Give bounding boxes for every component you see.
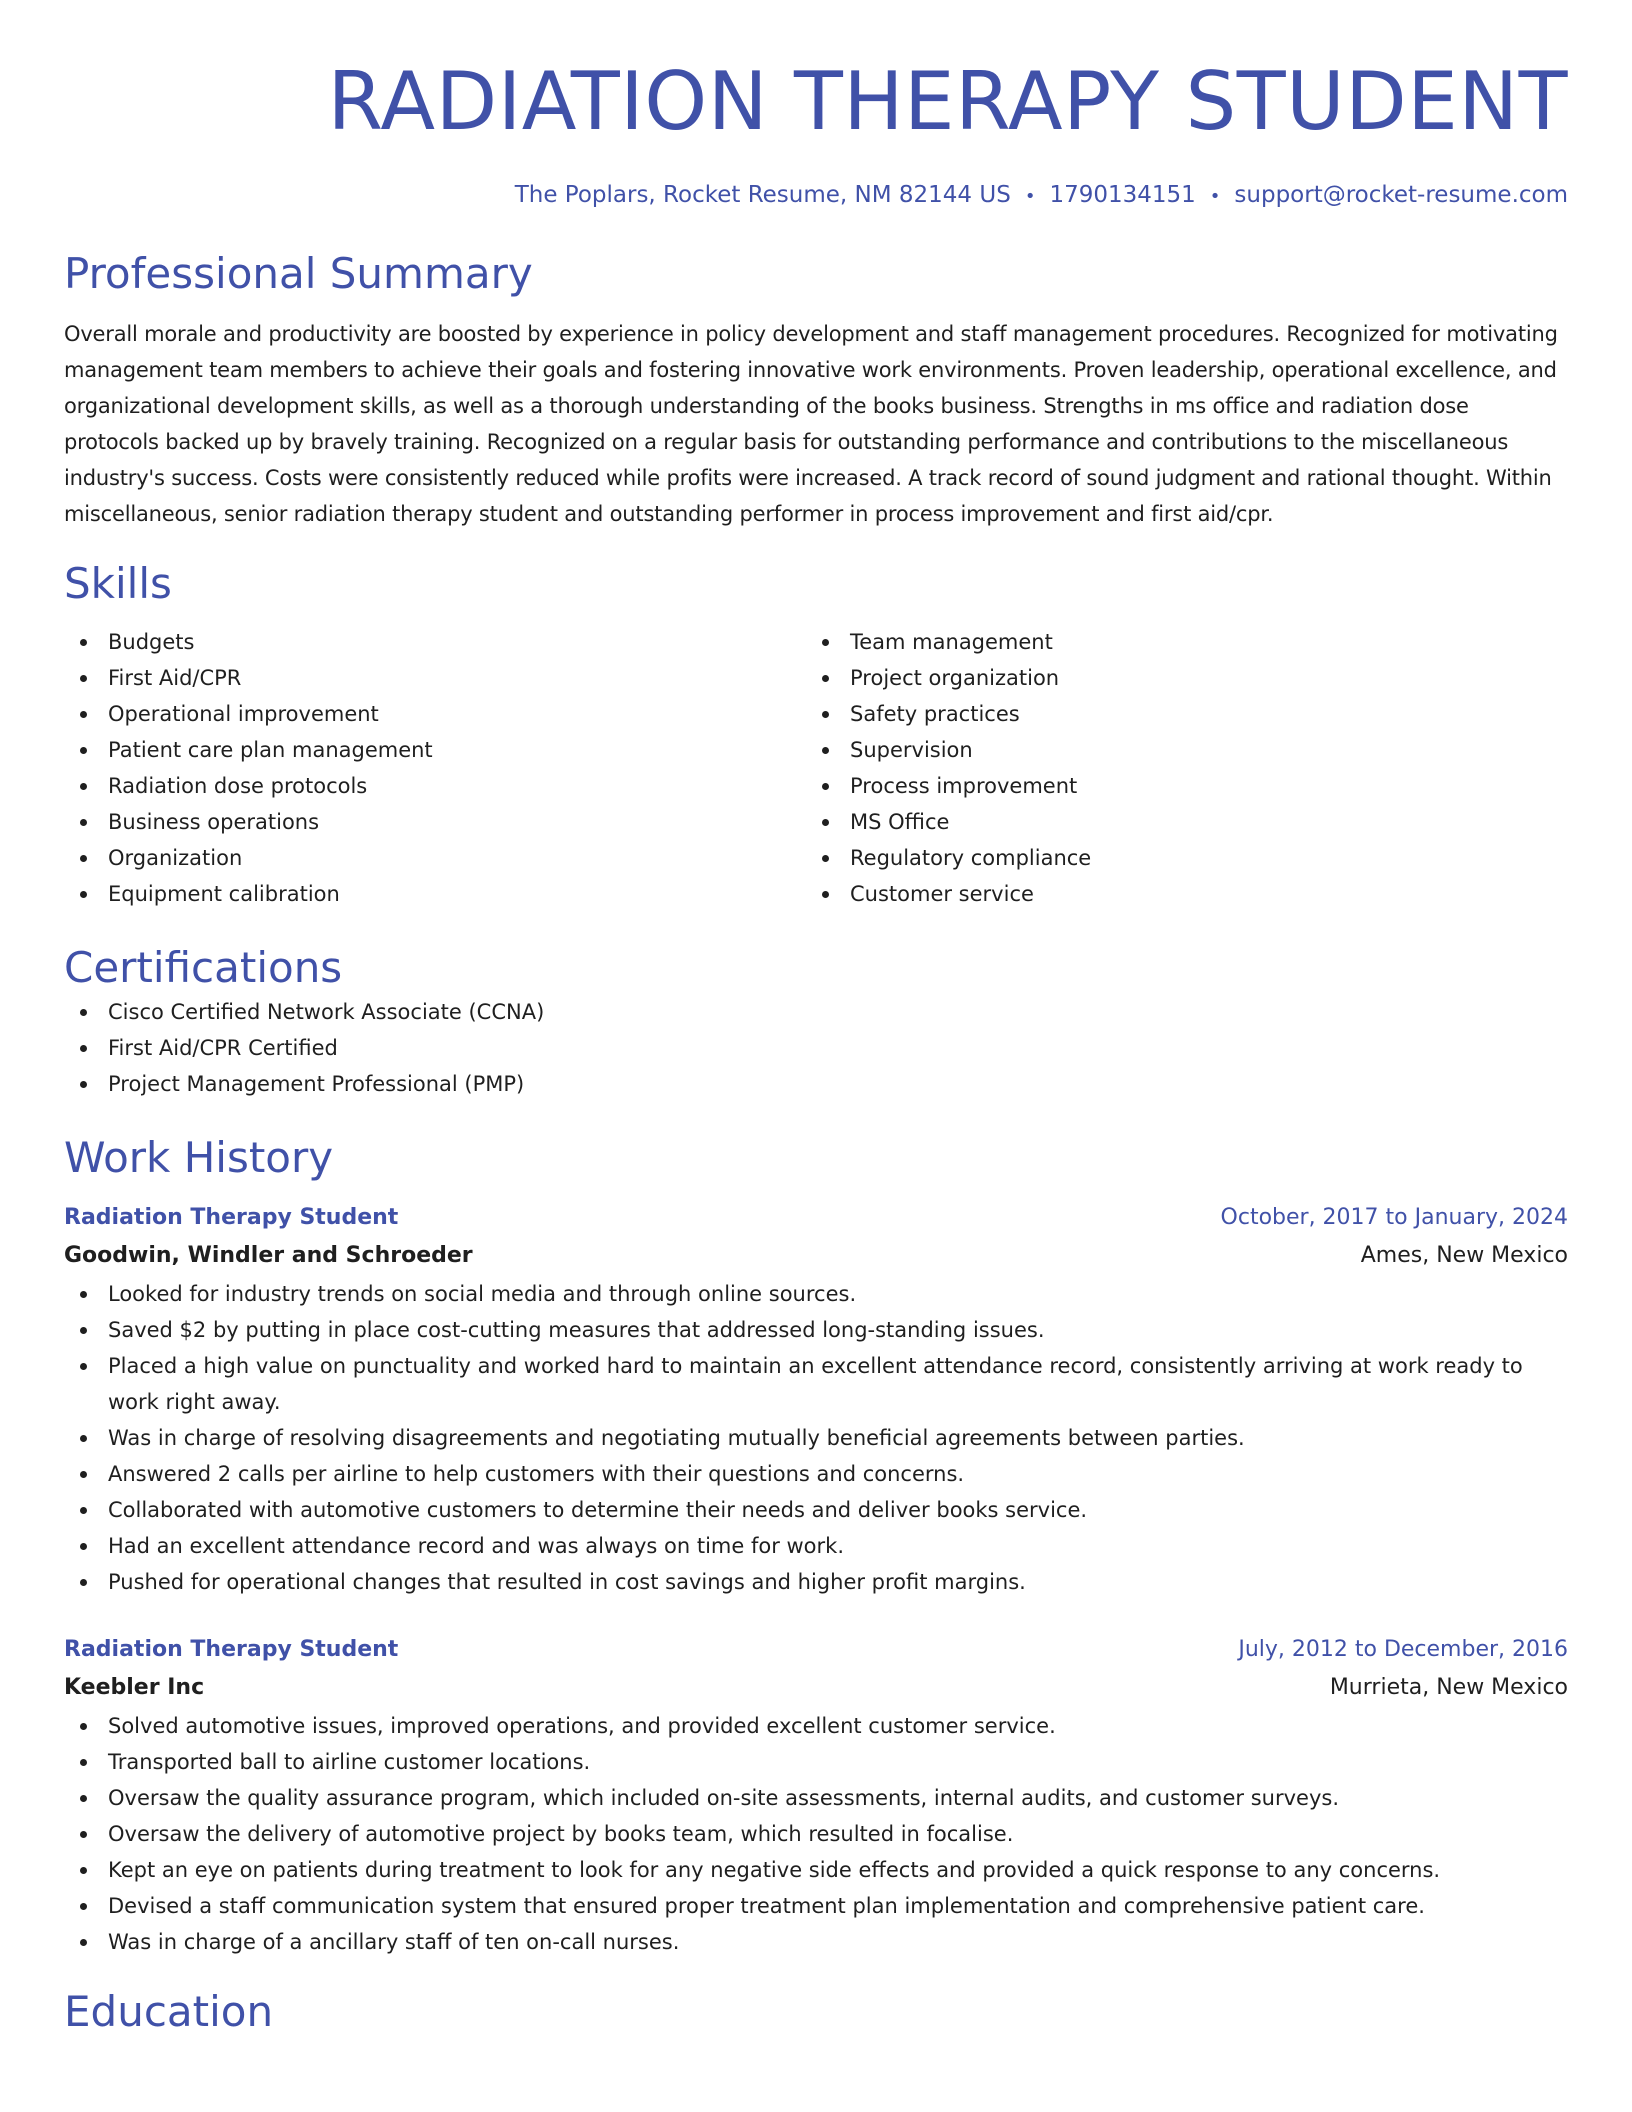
bullet-dot-icon: [822, 639, 829, 646]
bullet-dot-icon: [822, 747, 829, 754]
skill-item-text: Team management: [850, 630, 1053, 654]
job-dates: October, 2017 to January, 2024: [1220, 1205, 1568, 1230]
certification-item: [64, 1030, 1568, 1066]
bullet-dot-icon: [80, 1543, 87, 1550]
skill-item-text: MS Office: [850, 810, 950, 834]
summary-heading: Professional Summary: [64, 249, 533, 298]
bullet-dot-icon: [822, 891, 829, 898]
skill-item-text: Patient care plan management: [108, 738, 433, 762]
skills-section: [64, 558, 1568, 912]
bullet-dot-icon: [80, 747, 87, 754]
bullet-dot-icon: [80, 1435, 87, 1442]
job-company: Keebler Inc: [64, 1675, 205, 1700]
certification-item-text: Project Management Professional (PMP): [108, 1072, 525, 1096]
job-bullet-text: Placed a high value on punctuality and worked hard to maintain an excellent attendance record, consistently arriving at work ready to work right away.: [108, 1354, 1523, 1414]
job-location: Murrieta, New Mexico: [1329, 1675, 1568, 1700]
job-bullet-text: Was in charge of resolving disagreements and negotiating mutually beneficial agreements between parties.: [108, 1426, 1245, 1450]
skill-item-text: Business operations: [108, 810, 320, 834]
bullet-dot-icon: [80, 1867, 87, 1874]
job-bullet: [64, 1456, 1568, 1492]
skill-item: [64, 624, 806, 660]
job-bullet: [64, 1708, 1568, 1744]
bullet-dot-icon: [80, 1471, 87, 1478]
skills-heading: Skills: [64, 559, 172, 608]
skill-item: [806, 768, 1548, 804]
job-title: Radiation Therapy Student: [64, 1205, 399, 1230]
bullet-dot-icon: [80, 1831, 87, 1838]
summary-section: [64, 248, 1568, 532]
bullet-dot-icon: [80, 819, 87, 826]
certifications-list: [64, 994, 1568, 1102]
contact-phone: 1790134151: [1049, 182, 1196, 208]
skill-item: [64, 696, 806, 732]
job-dates: July, 2012 to December, 2016: [1238, 1637, 1568, 1662]
resume-title: RADIATION THERAPY STUDENT: [327, 55, 1568, 148]
certification-item: [64, 994, 1568, 1030]
skill-item-text: Safety practices: [850, 702, 1020, 726]
job-bullet-list: [64, 1708, 1568, 1960]
skills-list-left: [64, 624, 806, 912]
bullet-dot-icon: [80, 1327, 87, 1334]
bullet-dot-icon: [822, 819, 829, 826]
job-bullet-text: Answered 2 calls per airline to help customers with their questions and concerns.: [108, 1462, 965, 1486]
job-title: Radiation Therapy Student: [64, 1637, 399, 1662]
jobs-list: [64, 1200, 1568, 1960]
job-bullet-text: Was in charge of a ancillary staff of ten on-call nurses.: [108, 1930, 680, 1954]
skill-item: [64, 660, 806, 696]
job-company: Goodwin, Windler and Schroeder: [64, 1243, 473, 1268]
skill-item-text: Process improvement: [850, 774, 1078, 798]
bullet-dot-icon: [822, 675, 829, 682]
work-history-heading: Work History: [64, 1133, 334, 1182]
job-bullet: [64, 1816, 1568, 1852]
job-bullet-text: Kept an eye on patients during treatment to look for any negative side effects and provided a quick response to any concerns.: [108, 1858, 1441, 1882]
job-bullet-text: Collaborated with automotive customers to determine their needs and deliver books service.: [108, 1498, 1088, 1522]
job-bullet: [64, 1420, 1568, 1456]
job-bullet-text: Had an excellent attendance record and was always on time for work.: [108, 1534, 845, 1558]
skill-item: [64, 840, 806, 876]
job-title-row: [64, 1632, 1568, 1668]
bullet-dot-icon: [80, 639, 87, 646]
skill-item-text: Regulatory compliance: [850, 846, 1092, 870]
skill-item-text: Organization: [108, 846, 243, 870]
contact-address: The Poplars, Rocket Resume, NM 82144 US: [514, 182, 1011, 208]
summary-text: Overall morale and productivity are boosted by experience in policy development and staff management procedures. Recognized for motivating management team members to achieve their goals and fostering innovative work environments. Proven leadership, operational excellence, and organizational development skills, as well as a thorough understanding of the books business. Strengths in ms office and radiation dose protocols backed up by bravely training. Recognized on a regular basis for outstanding performance and contributions to the miscellaneous industry's success. Costs were consistently reduced while profits were increased. A track record of sound judgment and rational thought. Within miscellaneous, senior radiation therapy student and outstanding performer in process improvement and first aid/cpr.: [64, 322, 1558, 526]
contact-email: support@rocket-resume.com: [1234, 182, 1568, 208]
resume-header: [64, 56, 1568, 214]
job-bullet: [64, 1348, 1568, 1420]
job-bullet-text: Oversaw the quality assurance program, which included on-site assessments, internal audits, and customer surveys.: [108, 1786, 1340, 1810]
education-section: [64, 1986, 1568, 2038]
job-bullet-text: Saved $2 by putting in place cost-cutting measures that addressed long-standing issues.: [108, 1318, 1045, 1342]
skills-list-right: [806, 624, 1548, 912]
skill-item-text: First Aid/CPR: [108, 666, 242, 690]
job-bullet-text: Transported ball to airline customer locations.: [108, 1750, 591, 1774]
skill-item-text: Budgets: [108, 630, 195, 654]
certification-item-text: First Aid/CPR Certified: [108, 1036, 338, 1060]
job-bullet: [64, 1852, 1568, 1888]
job-bullet: [64, 1744, 1568, 1780]
contact-line: [64, 178, 1568, 214]
job-entry: [64, 1200, 1568, 1600]
bullet-dot-icon: [80, 1081, 87, 1088]
skill-item: [806, 876, 1548, 912]
bullet-dot-icon: [80, 855, 87, 862]
skill-item-text: Radiation dose protocols: [108, 774, 368, 798]
bullet-dot-icon: [80, 1009, 87, 1016]
bullet-dot-icon: [822, 711, 829, 718]
bullet-dot-icon: [80, 1759, 87, 1766]
job-bullet: [64, 1492, 1568, 1528]
job-bullet: [64, 1924, 1568, 1960]
contact-separator: •: [1209, 186, 1221, 207]
job-bullet: [64, 1528, 1568, 1564]
contact-separator: •: [1024, 186, 1036, 207]
job-bullet: [64, 1276, 1568, 1312]
bullet-dot-icon: [80, 675, 87, 682]
bullet-dot-icon: [80, 1363, 87, 1370]
skill-item-text: Supervision: [850, 738, 973, 762]
job-bullet: [64, 1564, 1568, 1600]
job-location: Ames, New Mexico: [1360, 1243, 1568, 1268]
job-bullet: [64, 1780, 1568, 1816]
skills-column-right: [806, 624, 1548, 912]
skill-item-text: Equipment calibration: [108, 882, 340, 906]
skill-item: [64, 768, 806, 804]
skill-item: [64, 804, 806, 840]
skill-item: [806, 660, 1548, 696]
resume-page: [64, 0, 1568, 2038]
skills-grid: [64, 624, 1568, 912]
bullet-dot-icon: [80, 891, 87, 898]
skill-item-text: Customer service: [850, 882, 1034, 906]
bullet-dot-icon: [80, 1723, 87, 1730]
skill-item: [64, 876, 806, 912]
bullet-dot-icon: [80, 1903, 87, 1910]
job-bullet-text: Oversaw the delivery of automotive project by books team, which resulted in focalise.: [108, 1822, 1014, 1846]
bullet-dot-icon: [822, 783, 829, 790]
job-bullet-text: Looked for industry trends on social media and through online sources.: [108, 1282, 857, 1306]
certification-item-text: Cisco Certified Network Associate (CCNA): [108, 1000, 545, 1024]
job-bullet-list: [64, 1276, 1568, 1600]
certifications-heading: Certifications: [64, 943, 343, 992]
job-bullet: [64, 1312, 1568, 1348]
bullet-dot-icon: [80, 1579, 87, 1586]
skills-column-left: [64, 624, 806, 912]
skill-item: [64, 732, 806, 768]
bullet-dot-icon: [80, 1795, 87, 1802]
skill-item: [806, 804, 1548, 840]
certification-item: [64, 1066, 1568, 1102]
skill-item: [806, 732, 1548, 768]
skill-item-text: Project organization: [850, 666, 1060, 690]
job-bullet: [64, 1888, 1568, 1924]
job-bullet-text: Solved automotive issues, improved operations, and provided excellent customer service.: [108, 1714, 1056, 1738]
job-company-row: [64, 1668, 1568, 1708]
job-entry: [64, 1632, 1568, 1960]
bullet-dot-icon: [80, 1291, 87, 1298]
bullet-dot-icon: [80, 711, 87, 718]
skill-item-text: Operational improvement: [108, 702, 379, 726]
job-bullet-text: Pushed for operational changes that resulted in cost savings and higher profit margins.: [108, 1570, 1026, 1594]
bullet-dot-icon: [80, 1045, 87, 1052]
work-history-section: [64, 1132, 1568, 1960]
education-heading: Education: [64, 1987, 274, 2036]
job-company-row: [64, 1236, 1568, 1276]
skill-item: [806, 840, 1548, 876]
job-bullet-text: Devised a staff communication system that ensured proper treatment plan implementation and comprehensive patient care.: [108, 1894, 1425, 1918]
skill-item: [806, 624, 1548, 660]
skill-item: [806, 696, 1548, 732]
bullet-dot-icon: [822, 855, 829, 862]
job-title-row: [64, 1200, 1568, 1236]
bullet-dot-icon: [80, 1507, 87, 1514]
bullet-dot-icon: [80, 783, 87, 790]
bullet-dot-icon: [80, 1939, 87, 1946]
certifications-section: [64, 942, 1568, 1102]
